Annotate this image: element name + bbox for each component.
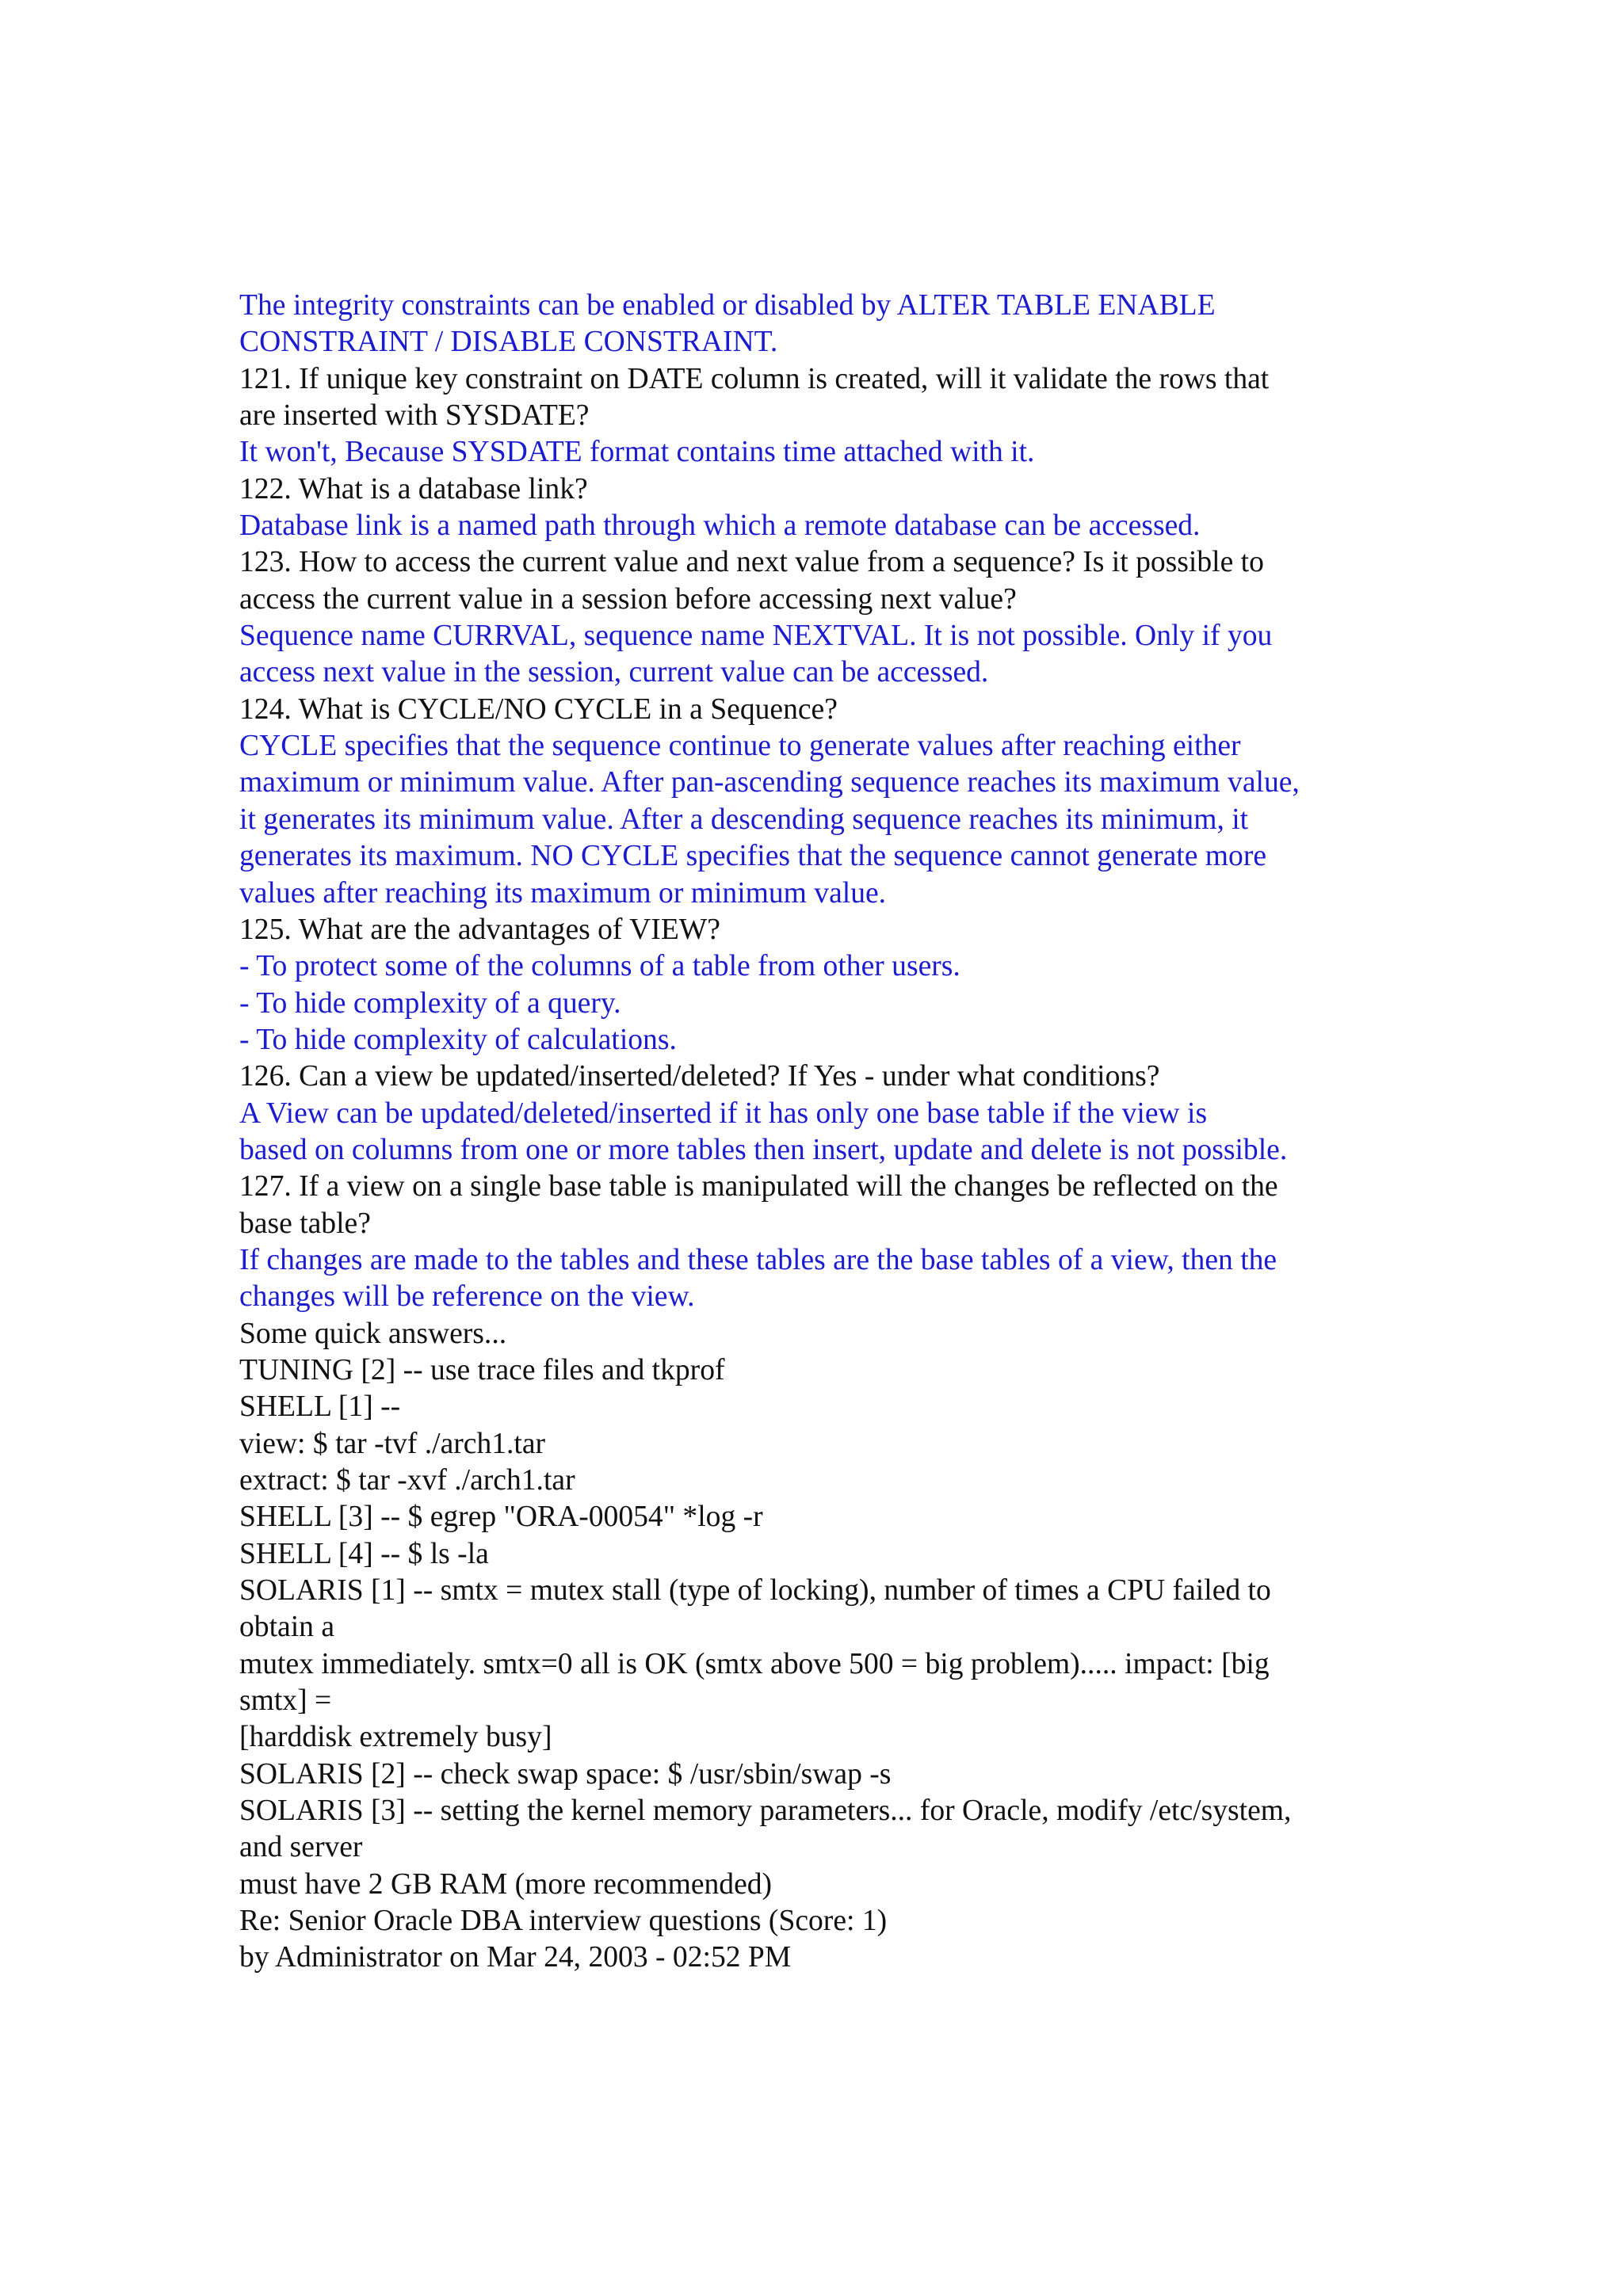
question-text-line: 123. How to access the current value and next value from a sequence? Is it possible to: [239, 546, 1264, 579]
question-text-line: SOLARIS [3] -- setting the kernel memory parameters... for Oracle, modify /etc/system,: [239, 1794, 1292, 1828]
answer-text-line: CONSTRAINT / DISABLE CONSTRAINT.: [239, 326, 778, 359]
question-text-line: SOLARIS [1] -- smtx = mutex stall (type of locking), number of times a CPU failed to: [239, 1574, 1271, 1608]
question-text-line: TUNING [2] -- use trace files and tkprof: [239, 1353, 725, 1386]
question-text-line: extract: $ tar -xvf ./arch1.tar: [239, 1464, 575, 1497]
question-text-line: view: $ tar -tvf ./arch1.tar: [239, 1427, 546, 1460]
question-text-line: 122. What is a database link?: [239, 472, 588, 505]
question-text-line: 125. What are the advantages of VIEW?: [239, 913, 720, 946]
question-text-line: by Administrator on Mar 24, 2003 - 02:52 PM: [239, 1941, 792, 1974]
question-text-line: access the current value in a session before accessing next value?: [239, 582, 1017, 616]
question-text-line: are inserted with SYSDATE?: [239, 399, 590, 433]
question-text-line: mutex immediately. smtx=0 all is OK (smtx above 500 = big problem)..... impact: [big: [239, 1647, 1270, 1680]
answer-text-line: If changes are made to the tables and these tables are the base tables of a view, then the: [239, 1243, 1277, 1276]
question-text-line: Some quick answers...: [239, 1317, 507, 1350]
answer-text-line: Sequence name CURRVAL, sequence name NEXTVAL. It is not possible. Only if you: [239, 620, 1273, 653]
question-text-line: 124. What is CYCLE/NO CYCLE in a Sequence?: [239, 692, 838, 726]
answer-text-line: it generates its minimum value. After a descending sequence reaches its minimum, it: [239, 803, 1249, 836]
question-text-line: base table?: [239, 1207, 371, 1240]
answer-text-line: - To hide complexity of a query.: [239, 986, 621, 1020]
question-text-line: [harddisk extremely busy]: [239, 1721, 552, 1754]
question-text-line: and server: [239, 1831, 363, 1864]
answer-text-line: generates its maximum. NO CYCLE specifies that the sequence cannot generate more: [239, 840, 1267, 873]
answer-text-line: changes will be reference on the view.: [239, 1280, 695, 1314]
answer-text-line: - To protect some of the columns of a table from other users.: [239, 950, 960, 983]
answer-text-line: - To hide complexity of calculations.: [239, 1023, 677, 1056]
answer-text-line: values after reaching its maximum or minimum value.: [239, 876, 887, 910]
question-text-line: 126. Can a view be updated/inserted/deleted? If Yes - under what conditions?: [239, 1060, 1160, 1093]
answer-text-line: The integrity constraints can be enabled or disabled by ALTER TABLE ENABLE: [239, 289, 1216, 322]
document-body: [239, 288, 1388, 1977]
answer-text-line: A View can be updated/deleted/inserted if it has only one base table if the view is: [239, 1097, 1208, 1130]
question-text-line: SHELL [1] --: [239, 1390, 401, 1424]
question-text-line: SHELL [3] -- $ egrep "ORA-00054" *log -r: [239, 1501, 763, 1534]
question-text-line: SOLARIS [2] -- check swap space: $ /usr/sbin/swap -s: [239, 1757, 892, 1791]
answer-text-line: access next value in the session, current value can be accessed.: [239, 656, 989, 689]
question-text-line: SHELL [4] -- $ ls -la: [239, 1537, 489, 1570]
question-text-line: obtain a: [239, 1611, 335, 1644]
answer-text-line: It won't, Because SYSDATE format contains time attached with it.: [239, 436, 1035, 469]
answer-text-line: Database link is a named path through which a remote database can be accessed.: [239, 509, 1201, 543]
question-text-line: must have 2 GB RAM (more recommended): [239, 1867, 773, 1901]
answer-text-line: CYCLE specifies that the sequence continue to generate values after reaching either: [239, 730, 1241, 763]
question-text-line: Re: Senior Oracle DBA interview questions (Score: 1): [239, 1905, 888, 1938]
question-text-line: smtx] =: [239, 1684, 332, 1718]
question-text-line: 127. If a view on a single base table is manipulated will the changes be reflected on the: [239, 1170, 1278, 1203]
answer-text-line: based on columns from one or more tables then insert, update and delete is not possible.: [239, 1133, 1288, 1166]
answer-text-line: maximum or minimum value. After pan-ascending sequence reaches its maximum value,: [239, 766, 1300, 799]
question-text-line: 121. If unique key constraint on DATE column is created, will it validate the rows that: [239, 362, 1270, 395]
